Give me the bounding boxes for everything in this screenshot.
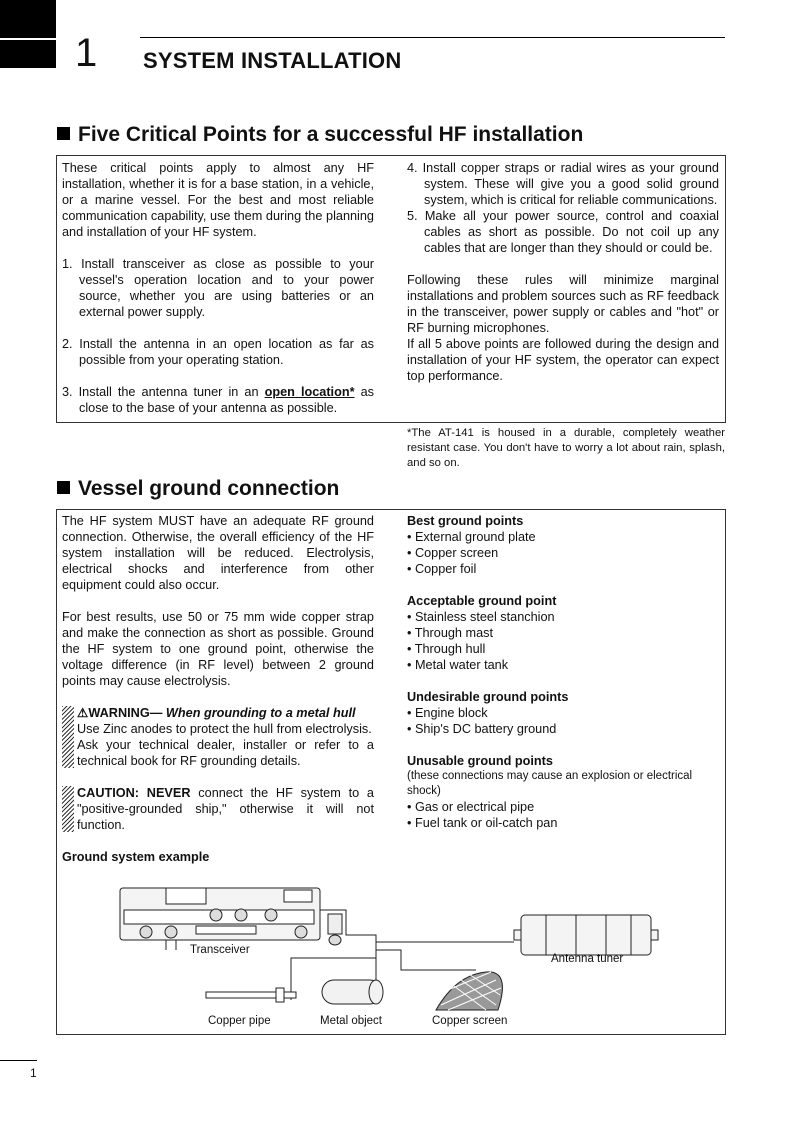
hatch-bar-icon — [62, 786, 74, 832]
list-item: • Copper foil — [407, 562, 477, 576]
warning-subtitle: When grounding to a metal hull — [162, 706, 356, 720]
hatch-bar-icon — [62, 706, 74, 768]
ground-paragraph-1: The HF system MUST have an adequate RF ground connection. Otherwise, the overall efficiency of the HF system installation will be reduced. Electrolysis, electrical shocks and interference from other equipment could also occur. — [62, 514, 374, 592]
point-4: 4. Install copper straps or radial wires as your ground system. These will give you a good solid ground system, which is critical for reliable communications. — [407, 161, 719, 207]
acceptable-ground-title: Acceptable ground point — [407, 594, 557, 608]
copper-pipe-label: Copper pipe — [208, 1015, 271, 1027]
metal-object-label: Metal object — [320, 1015, 383, 1027]
list-item: • Fuel tank or oil-catch pan — [407, 816, 558, 830]
list-item: • Copper screen — [407, 546, 499, 560]
copper-screen-icon — [436, 972, 502, 1010]
copper-screen-label: Copper screen — [432, 1015, 508, 1027]
transceiver-label: Transceiver — [190, 944, 250, 956]
list-item: • Metal water tank — [407, 658, 509, 672]
ground-example-title: Ground system example — [62, 850, 210, 864]
metal-object-icon — [322, 980, 383, 1004]
point-5: 5. Make all your power source, control and coaxial cables as short as possible. Do not coil up any cables that are longer than they should or could be. — [407, 209, 719, 255]
caution-block — [62, 785, 374, 833]
warning-line-2: Ask your technical dealer, installer or refer to a technical book for RF grounding details. — [77, 738, 374, 768]
open-location-link[interactable]: open location* — [264, 385, 355, 399]
chapter-tab-divider — [0, 38, 56, 40]
ground-right-col — [407, 513, 725, 831]
list-item: • Engine block — [407, 706, 488, 720]
page-number-rule — [0, 1060, 37, 1061]
unusable-ground-title: Unusable ground points — [407, 754, 553, 768]
chapter-number: 1 — [75, 31, 98, 75]
list-item: • Stainless steel stanchion — [407, 610, 555, 624]
intro-paragraph: These critical points apply to almost any HF installation, whether it is for a base station, in a vehicle, or a marine vessel. For the best and most reliable communication capability, use them during the planning and installation of your HF system. — [62, 161, 374, 239]
list-item: • Gas or electrical pipe — [407, 800, 535, 814]
undesirable-ground-title: Undesirable ground points — [407, 690, 569, 704]
ground-system-diagram — [56, 880, 726, 1035]
antenna-tuner-label: Antenna tuner — [551, 953, 624, 965]
section2-heading — [57, 477, 339, 501]
section-bullet-icon — [57, 127, 70, 140]
warning-line-1: Use Zinc anodes to protect the hull from electrolysis. — [77, 722, 372, 736]
best-ground-title: Best ground points — [407, 514, 524, 528]
point-3-text: 3. Install the antenna tuner in an — [62, 385, 265, 399]
transceiver-icon — [120, 888, 320, 950]
list-item: • Through hull — [407, 642, 486, 656]
chapter-rule — [140, 37, 725, 38]
point-1: 1. Install transceiver as close as possible to your vessel's operation location and to your power source, whether you are using batteries or an external power supply. — [62, 257, 374, 319]
caution-label: CAUTION: NEVER — [77, 786, 191, 800]
antenna-tuner-icon — [514, 915, 658, 955]
ground-left-col — [62, 513, 374, 865]
ground-paragraph-2: For best results, use 50 or 75 mm wide copper strap and make the connection as short as possible. Ground the HF system to one ground point, otherwise the voltage difference (in RF level) between 2 ground points may cause electrolysis. — [62, 610, 374, 688]
chapter-tab — [0, 0, 56, 68]
list-item: • Through mast — [407, 626, 494, 640]
warning-block — [62, 705, 374, 769]
critical-points-right-col — [407, 160, 719, 384]
section-bullet-icon — [57, 481, 70, 494]
if-all-paragraph: If all 5 above points are followed during the design and installation of your HF system, the operator can expect top performance. — [407, 337, 719, 383]
critical-points-left-col — [62, 160, 374, 416]
point-2: 2. Install the antenna in an open location as far as possible from your operating station. — [62, 337, 374, 367]
unusable-note: (these connections may cause an explosion or electrical shock) — [407, 770, 693, 797]
footnote: *The AT-141 is housed in a durable, completely weather resistant case. You don't have to worry a lot about rain, splash, and so on. — [407, 427, 725, 469]
section2-title: Vessel ground connection — [78, 477, 340, 500]
copper-pipe-icon — [206, 988, 296, 1002]
point-3 — [62, 384, 374, 416]
point-3-tail: as close to the base of your antenna as possible. — [79, 385, 374, 415]
section1-title: Five Critical Points for a successful HF installation — [78, 123, 584, 146]
section1-heading — [57, 123, 583, 147]
chapter-title: SYSTEM INSTALLATION — [143, 48, 402, 73]
page-number: 1 — [30, 1066, 37, 1080]
list-item: • Ship's DC battery ground — [407, 722, 557, 736]
list-item: • External ground plate — [407, 530, 536, 544]
warning-label: ⚠WARNING— — [77, 706, 163, 720]
follow-paragraph: Following these rules will minimize marginal installations and problem sources such as RF feedback in the transceiver, power supply or cables and "hot" or RF burning microphones. — [407, 273, 719, 335]
caution-text: connect the HF system to a "positive-grounded ship," otherwise it will not function. — [77, 786, 374, 832]
